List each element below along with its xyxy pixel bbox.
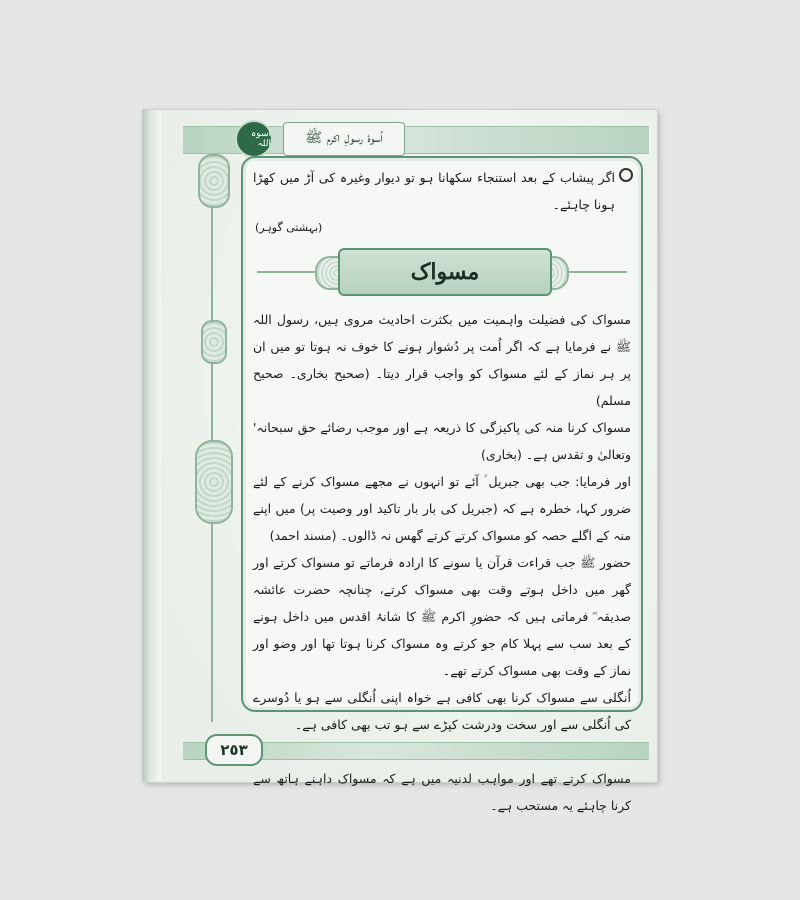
arabesque-ornament-icon: [195, 440, 233, 524]
section-heading-banner: [243, 242, 641, 302]
running-title: اُسوۂ رسولِ اکرم ﷺ: [283, 122, 405, 156]
top-ornament-icon: [198, 154, 230, 208]
page-header: [183, 110, 649, 158]
seal-text: اسوہ اللہ: [251, 129, 271, 149]
section-heading: مسواک: [338, 248, 552, 296]
small-ornament-icon: [201, 320, 227, 364]
page-binding-edge: [143, 110, 161, 782]
paragraph-6: مسواک کرتے تھے اور مواہب لدنیہ میں ہے کہ مسواک داہنے ہاتھ سے کرنا چاہئے یہ مستحب ہے۔: [253, 771, 631, 813]
paragraph-5: اُنگلی سے مسواک کرنا بھی کافی ہے خواہ اپنی اُنگلی سے ہو یا دُوسرے کی اُنگلی سے اور سخت ودرشت کپڑے سے ہو تب بھی کافی ہے۔: [253, 690, 631, 732]
paragraph-1: مسواک کی فضیلت واہمیت میں بکثرت احادیث مروی ہیں، رسول اللہ ﷺ نے فرمایا ہے کہ اگر اُمت پر دُشوار ہونے کا خوف نہ ہوتا تو میں ان پر ہر نماز کے لئے مسواک کو واجب قرار دیتا۔ (صحیح بخاری۔ صحیح مسلم): [253, 312, 631, 408]
intro-citation: (بہشتی گوہر): [255, 221, 323, 234]
bullet-circle-icon: [619, 168, 633, 182]
book-page: [143, 110, 657, 813]
paragraph-3: اور فرمایا: جب بھی جبریل ؑ آئے تو انہوں نے مجھے مسواک کرنے کے لئے ضرور کہا، خطرہ ہے کہ (جبریل کی بار بار تاکید اور وصیت پر) میں اپنے منہ کے اگلے حصہ کو مسواک کرتے کرتے گھس نہ ڈالوں۔ (مسند احمد): [253, 474, 631, 543]
text-frame: [241, 156, 643, 813]
paragraph-2: مسواک کرنا منہ کی پاکیزگی کا ذریعہ ہے اور موجب رضائے حق سبحانہ' وتعالیٰ و تقدس ہے۔ (بخاری): [253, 420, 631, 462]
paragraph-4: حضور ﷺ جب قراءت قرآن یا سونے کا ارادہ فرماتے تو مسواک کرتے اور گھر میں داخل ہوتے وقت بھی مسواک کرتے، چنانچہ حضرت عائشہ صدیقہ ؓ فرماتی ہیں کہ حضورِ اکرم ﷺ کا شانۂ اقدس میں داخل ہونے کے بعد سب سے پہلا کام جو کرتے وہ مسواک کرنا ہوتا تھا اور وضو اور نماز کے وقت بھی مسواک کرتے تھے۔: [253, 555, 631, 678]
page-footer: [183, 734, 649, 764]
page-number: ٢٥٣: [205, 734, 263, 766]
intro-text: اگر پیشاب کے بعد استنجاء سکھانا ہو تو دیوار وغیرہ کی آڑ میں کھڑا ہونا چاہئے۔: [253, 170, 615, 212]
calligraphy-seal-icon: [235, 120, 273, 158]
